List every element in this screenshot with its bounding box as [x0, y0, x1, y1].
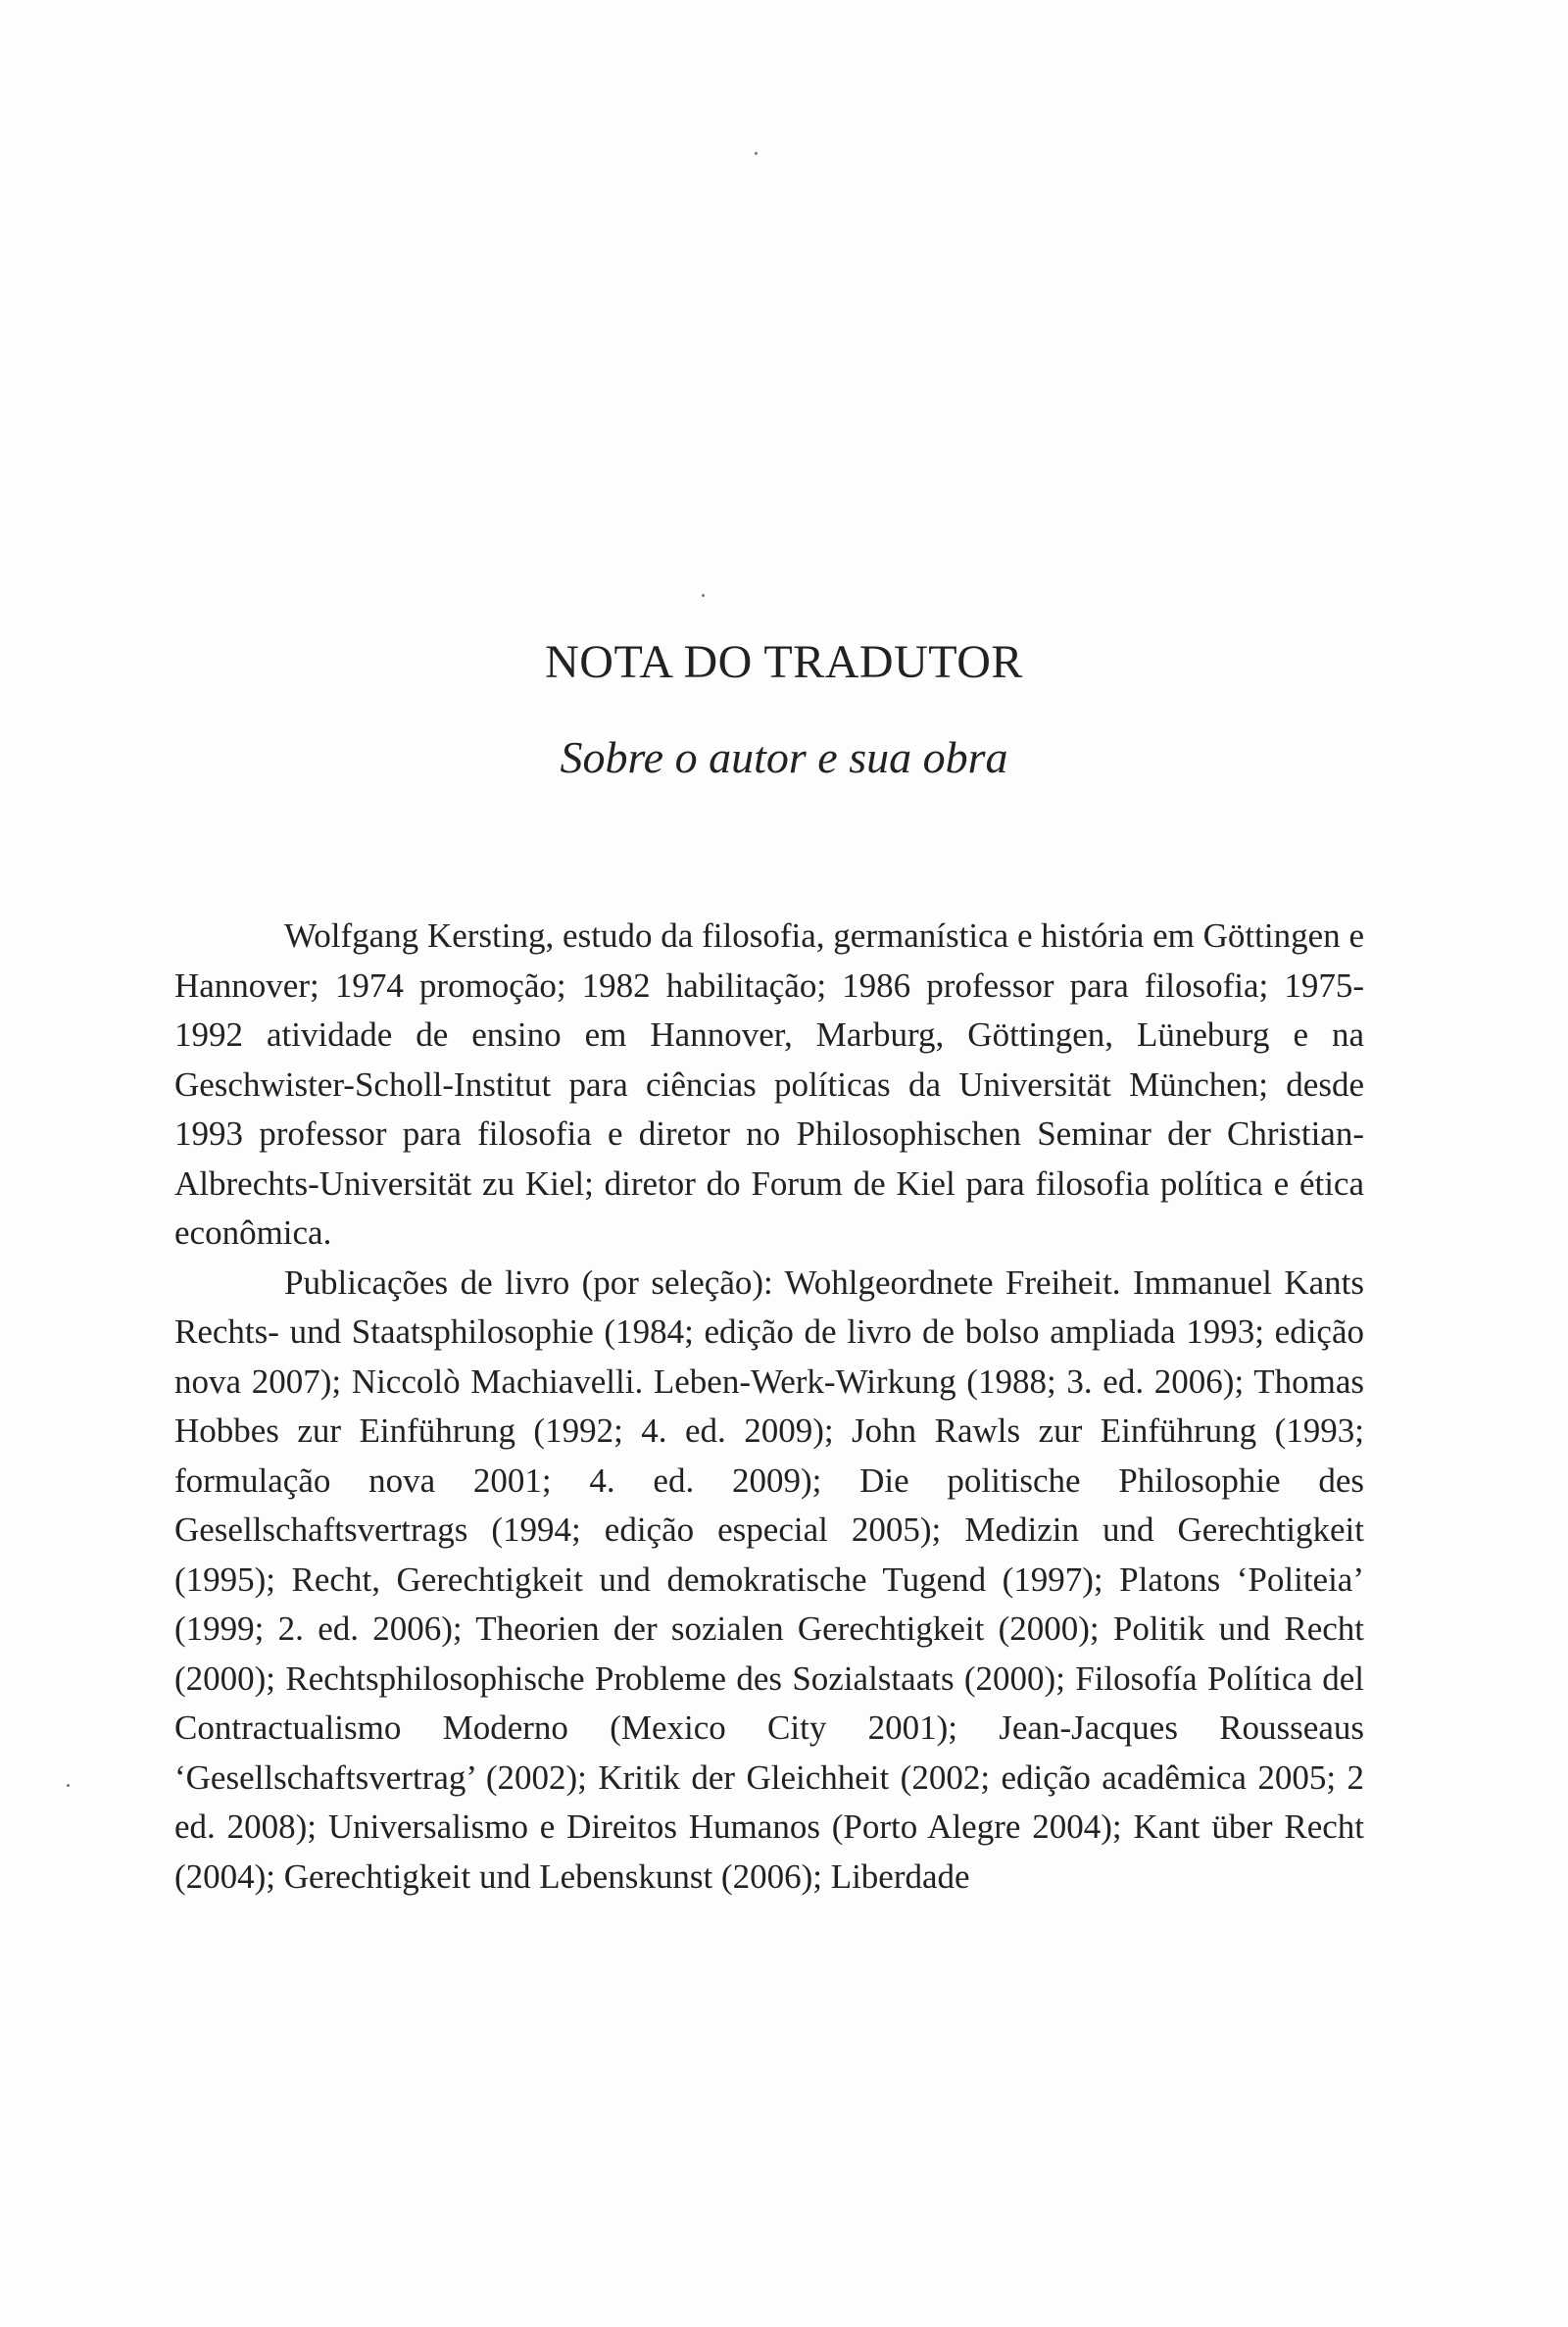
document-body — [174, 912, 1364, 1902]
page-speck — [702, 594, 705, 597]
paragraph-author-bio: Wolfgang Kersting, estudo da filosofia, germanística e história em Göttingen e Hannover; 1974 promoção; 1982 habilitação; 1986 professor para filosofia; 1975-1992 atividade de ensino em Hannover, Marburg, Göttingen, Lüneburg e na Geschwister-Scholl-Institut para ciências políticas da Universität München; desde 1993 professor para filosofia e diretor no Philosophischen Seminar der Christian-Albrechts-Universität zu Kiel; diretor do Forum de Kiel para filosofia política e ética econômica. — [174, 916, 1364, 1252]
paragraph-publications: Publicações de livro (por seleção): Wohlgeordnete Freiheit. Immanuel Kants Rechts- und Staatsphilosophie (1984; edição de livro de bolso ampliada 1993; edição nova 2007); Niccolò Machiavelli. Leben-Werk-Wirkung (1988; 3. ed. 2006); Thomas Hobbes zur Einführung (1992; 4. ed. 2009); John Rawls zur Einführung (1993; formulação nova 2001; 4. ed. 2009); Die politische Philosophie des Gesellschaftsvertrags (1994; edição especial 2005); Medizin und Gerechtigkeit (1995); Recht, Gerechtigkeit und demokratische Tugend (1997); Platons ‘Politeia’ (1999; 2. ed. 2006); Theorien der sozialen Gerechtigkeit (2000); Politik und Recht (2000); Rechtsphilosophische Probleme des Sozialstaats (2000); Filosofía Política del Contractualismo Moderno (Mexico City 2001); Jean-Jacques Rousseaus ‘Gesellschaftsvertrag’ (2002); Kritik der Gleichheit (2002; edição acadêmica 2005; 2 ed. 2008); Universalismo e Direitos Humanos (Porto Alegre 2004); Kant über Recht (2004); Gerechtigkeit und Lebenskunst (2006); Liberdade — [174, 1263, 1364, 1896]
document-title: NOTA DO TRADUTOR — [545, 636, 1023, 688]
page-speck — [67, 1784, 70, 1787]
document-subtitle: Sobre o autor e sua obra — [560, 732, 1008, 782]
page-speck — [755, 152, 758, 155]
